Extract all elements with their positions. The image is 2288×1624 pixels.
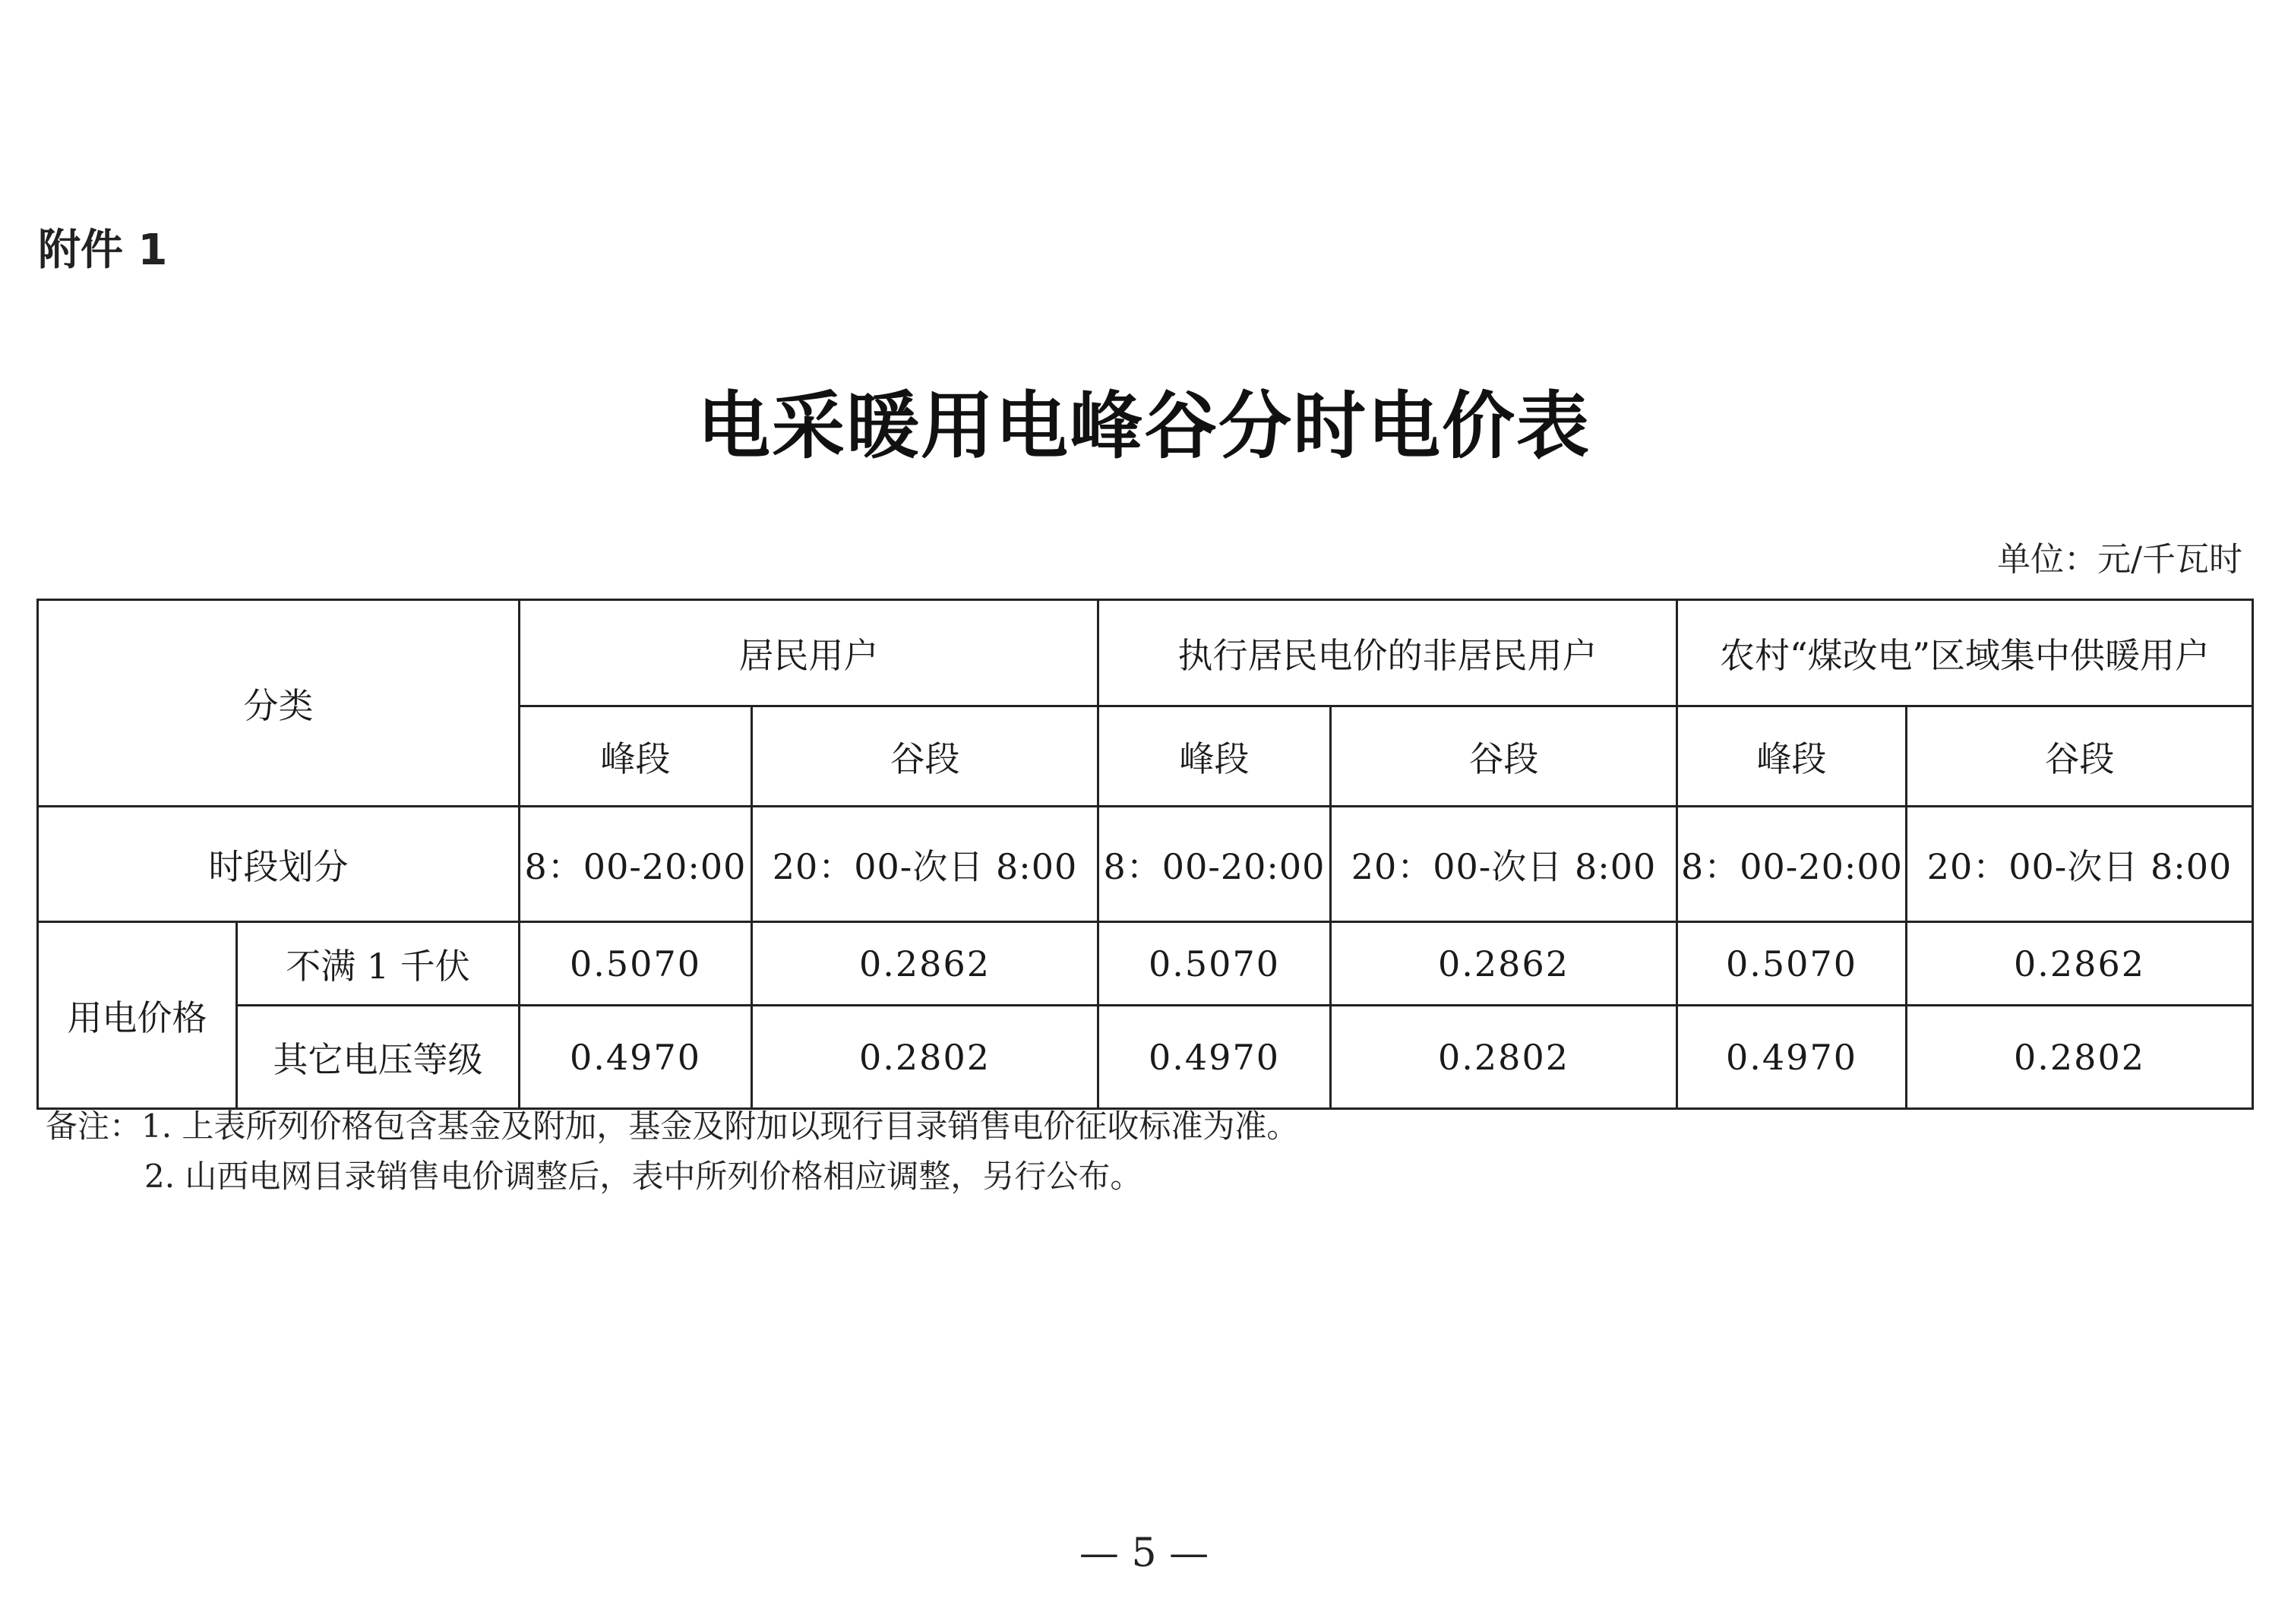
price-cell: 0.2802 [752,1006,1098,1109]
price-cell: 0.2862 [1331,922,1677,1006]
price-cell: 0.2802 [1331,1006,1677,1109]
price-cell: 0.4970 [520,1006,752,1109]
note-line: 2. 山西电网目录销售电价调整后，表中所列价格相应调整，另行公布。 [144,1158,1142,1195]
sub-header: 峰段 [1677,706,1907,807]
time-cell: 20：00-次日 8:00 [752,807,1098,922]
time-cell: 20：00-次日 8:00 [1331,807,1677,922]
voltage-label: 不满 1 千伏 [237,922,520,1006]
table-header-row [38,600,2253,706]
price-cell: 0.4970 [1677,1006,1907,1109]
price-cell: 0.4970 [1098,1006,1331,1109]
price-cell: 0.5070 [520,922,752,1006]
price-cell: 0.2802 [1907,1006,2253,1109]
sub-header: 谷段 [1907,706,2253,807]
unit-label: 单位：元/千瓦时 [1997,540,2242,579]
time-period-label: 时段划分 [38,807,520,922]
sub-header: 峰段 [1098,706,1331,807]
table-row [38,1006,2253,1109]
time-cell: 8：00-20:00 [1098,807,1331,922]
page-number: — 5 — [1079,1531,1209,1576]
sub-header: 谷段 [1331,706,1677,807]
note-line: 备注：1. 上表所列价格包含基金及附加，基金及附加以现行目录销售电价征收标准为准。 [46,1107,1299,1145]
price-cell: 0.2862 [752,922,1098,1006]
notes [46,1101,1298,1202]
time-period-row [38,807,2253,922]
time-cell: 8：00-20:00 [520,807,752,922]
table-row [38,922,2253,1006]
document-title: 电采暖用电峰谷分时电价表 [697,384,1591,469]
sub-header: 峰段 [520,706,752,807]
price-cell: 0.5070 [1098,922,1331,1006]
price-cell: 0.5070 [1677,922,1907,1006]
time-cell: 20：00-次日 8:00 [1907,807,2253,922]
attachment-label: 附件 1 [38,226,168,275]
price-label: 用电价格 [38,922,237,1109]
price-table [36,599,2254,1110]
voltage-label: 其它电压等级 [237,1006,520,1109]
group-header-rural-heating: 农村“煤改电”区域集中供暖用户 [1677,600,2253,706]
category-header: 分类 [38,600,520,807]
sub-header: 谷段 [752,706,1098,807]
group-header-residential: 居民用户 [520,600,1098,706]
group-header-non-residential: 执行居民电价的非居民用户 [1098,600,1677,706]
price-cell: 0.2862 [1907,922,2253,1006]
time-cell: 8：00-20:00 [1677,807,1907,922]
